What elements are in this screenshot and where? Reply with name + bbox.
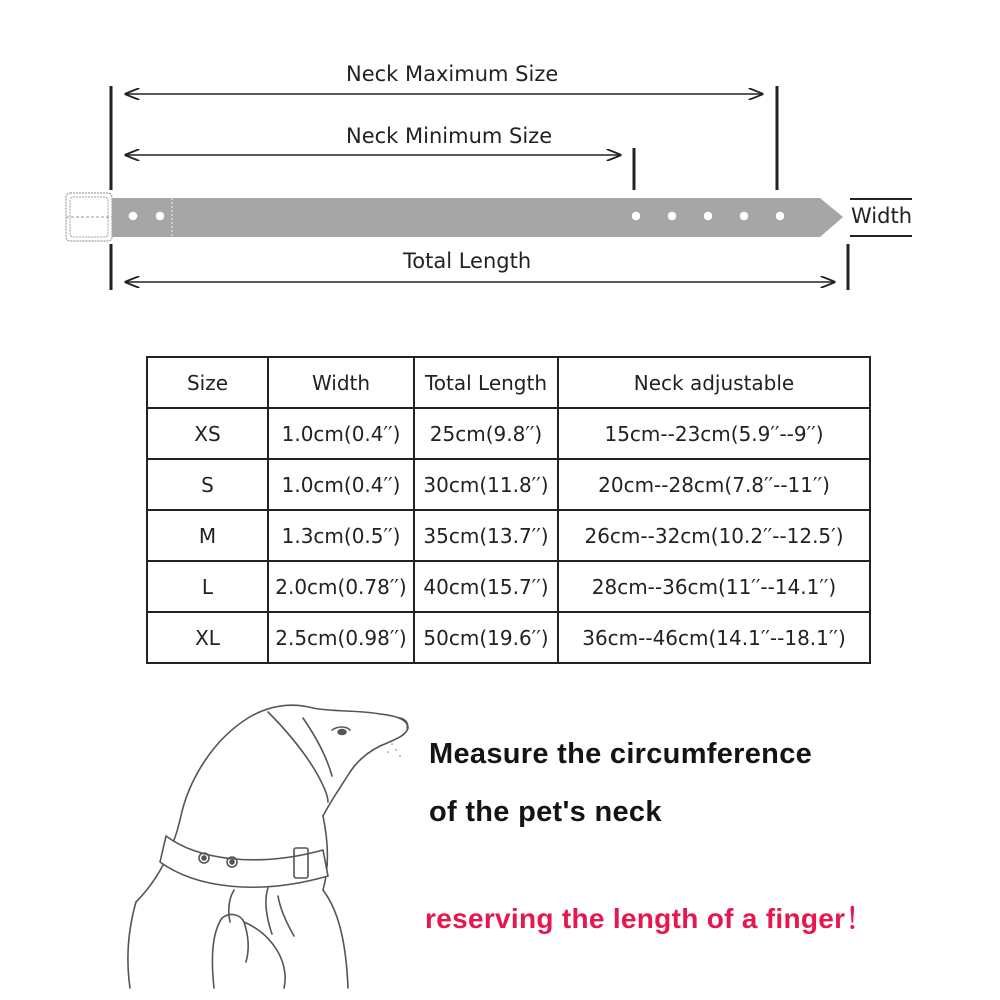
cell-width: 2.5cm(0.98′′): [268, 612, 414, 663]
neck-max-label: Neck Maximum Size: [346, 62, 559, 86]
header-neck-adjustable: Neck adjustable: [558, 357, 870, 408]
table-row: [147, 561, 870, 612]
cell-total-length: 25cm(9.8′′): [414, 408, 558, 459]
strap-hole: [776, 212, 785, 221]
cell-size: S: [147, 459, 268, 510]
strap-hole: [740, 212, 749, 221]
cell-size: XL: [147, 612, 268, 663]
size-table: [146, 356, 871, 664]
strap-hole: [704, 212, 713, 221]
cell-neck-adjustable: 28cm--36cm(11′′--14.1′′): [558, 561, 870, 612]
cell-width: 1.3cm(0.5′′): [268, 510, 414, 561]
cell-width: 2.0cm(0.78′′): [268, 561, 414, 612]
strap-hole: [129, 212, 138, 221]
cell-neck-adjustable: 26cm--32cm(10.2′′--12.5′): [558, 510, 870, 561]
cell-size: M: [147, 510, 268, 561]
instruction-line-3: reserving the length of a finger！: [425, 903, 874, 934]
dog-measuring-illustration: [118, 690, 428, 990]
instruction-line-1: Measure the circumference: [429, 738, 813, 770]
table-row: [147, 612, 870, 663]
cell-width: 1.0cm(0.4′′): [268, 408, 414, 459]
cell-neck-adjustable: 15cm--23cm(5.9′′--9′′): [558, 408, 870, 459]
dog-collar: [160, 836, 328, 887]
header-total-length: Total Length: [414, 357, 558, 408]
collar-strap: [112, 198, 843, 237]
table-row: [147, 459, 870, 510]
cell-total-length: 40cm(15.7′′): [414, 561, 558, 612]
cell-width: 1.0cm(0.4′′): [268, 459, 414, 510]
strap-hole: [668, 212, 677, 221]
strap-hole: [632, 212, 641, 221]
cell-total-length: 35cm(13.7′′): [414, 510, 558, 561]
total-length-label: Total Length: [403, 249, 532, 273]
cell-total-length: 50cm(19.6′′): [414, 612, 558, 663]
cell-size: XS: [147, 408, 268, 459]
neck-min-label: Neck Minimum Size: [346, 124, 553, 148]
cell-size: L: [147, 561, 268, 612]
cell-neck-adjustable: 36cm--46cm(14.1′′--18.1′′): [558, 612, 870, 663]
header-width: Width: [268, 357, 414, 408]
strap-hole: [156, 212, 165, 221]
table-row: [147, 510, 870, 561]
cell-neck-adjustable: 20cm--28cm(7.8′′--11′′): [558, 459, 870, 510]
header-size: Size: [147, 357, 268, 408]
width-label: Width: [851, 204, 913, 228]
instruction-line-2: of the pet's neck: [429, 796, 662, 828]
table-row: [147, 408, 870, 459]
cell-total-length: 30cm(11.8′′): [414, 459, 558, 510]
table-header-row: [147, 357, 870, 408]
